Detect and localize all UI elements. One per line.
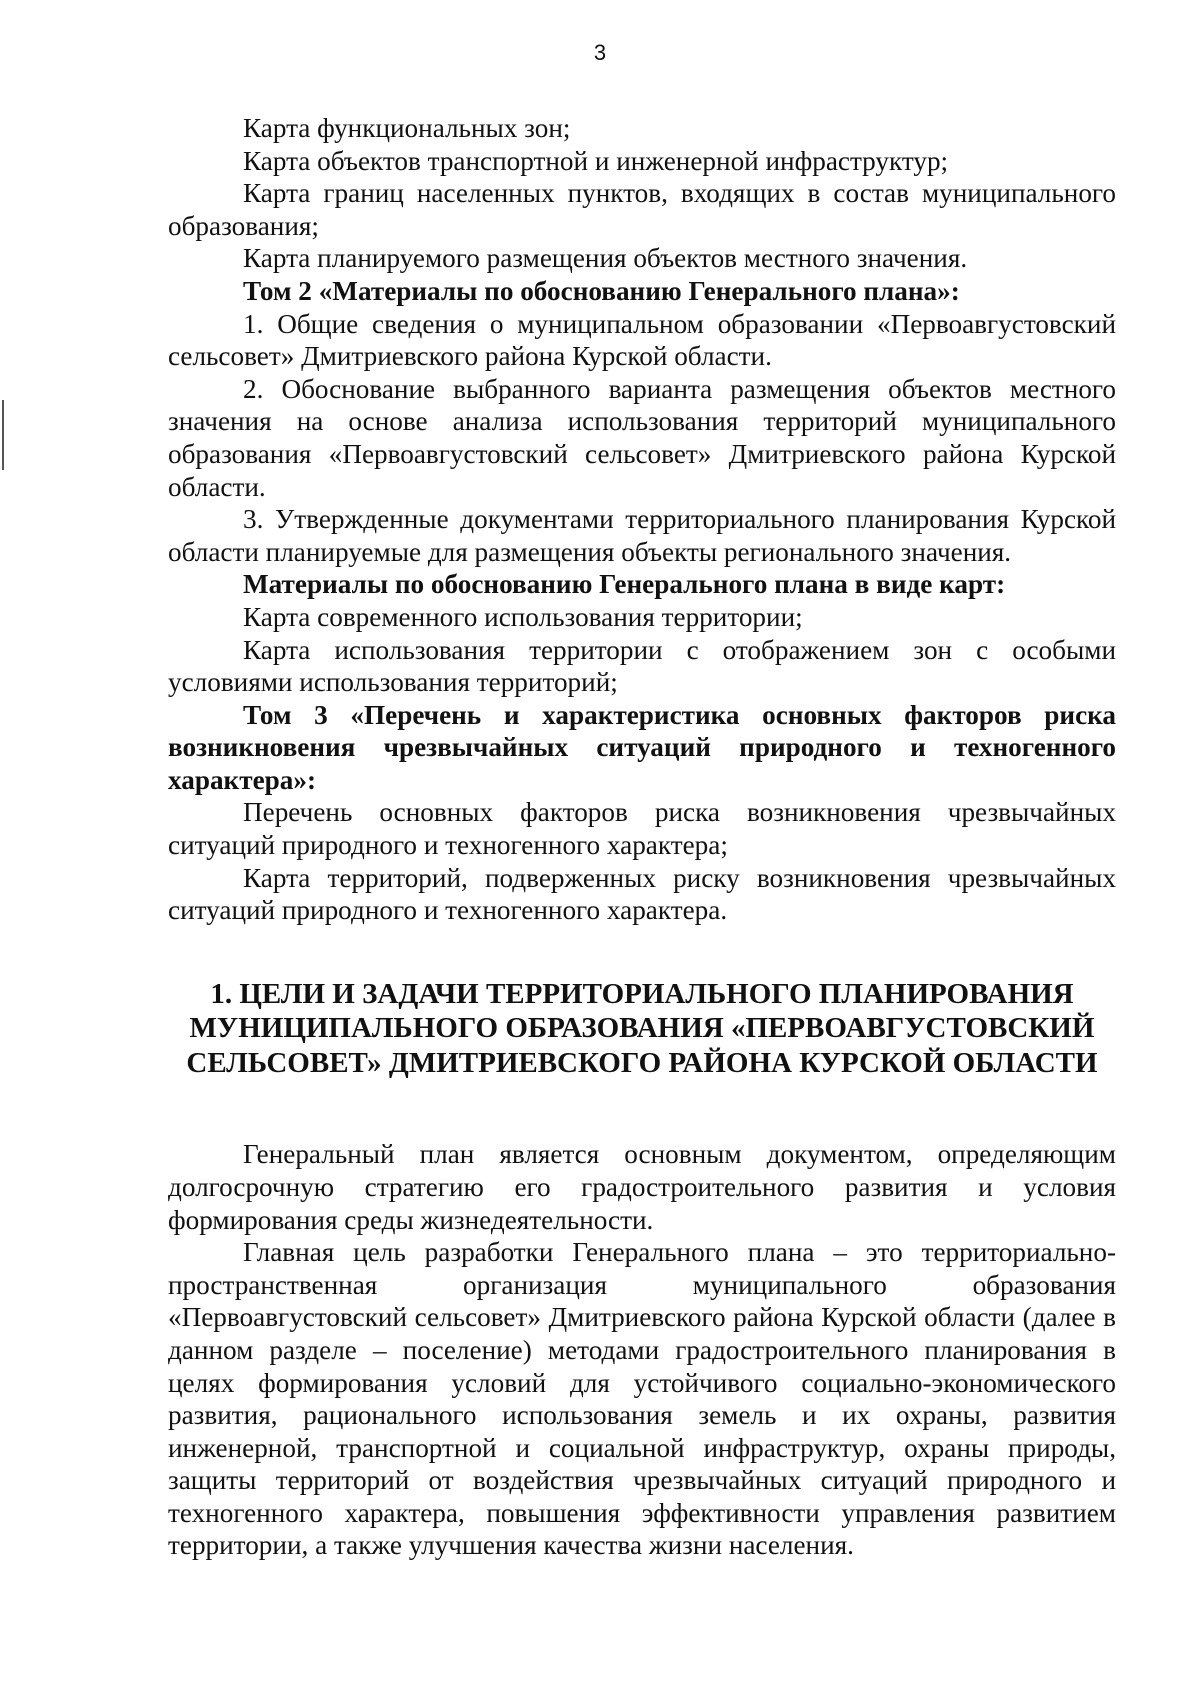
paragraph-map-local-objects: Карта планируемого размещения объектов местного значения. xyxy=(243,243,968,274)
volume-2-title: Том 2 «Материалы по обоснованию Генерального плана»: xyxy=(243,275,960,306)
section-paragraph-1: Генеральный план является основным документом, определяющим долгосрочную стратегию его градостроительного развития и условия формирования среды жизнедеятельности. xyxy=(168,1139,1116,1235)
page-number: 3 xyxy=(593,40,607,65)
volume-3-title: Том 3 «Перечень и характеристика основных факторов риска возникновения чрезвычайных ситуаций природного и техногенного характера»: xyxy=(168,699,1116,795)
list-item-2: 2. Обоснование выбранного варианта размещения объектов местного значения на основе анализа использования территорий муниципального образования «Первоавгустовский сельсовет» Дмитриевского района Курской области. xyxy=(168,373,1116,502)
document-body xyxy=(168,112,1116,1562)
paragraph-map-transport-engineering: Карта объектов транспортной и инженерной инфраструктур; xyxy=(243,145,949,176)
section-paragraph-2: Главная цель разработки Генерального плана – это территориально-пространственная организация муниципального образования «Первоавгустовский сельсовет» Дмитриевского района Курской области (далее в данном разделе – поселение) методами градостроительного планирования в целях формирования условий для устойчивого социально-экономического развития, рационального использования земель и их охраны, развития инженерной, транспортной и социальной инфраструктур, охраны природы, защиты территорий от воздействия чрезвычайных ситуаций природного и техногенного характера, повышения эффективности управления развитием территории, а также улучшения качества жизни населения. xyxy=(168,1237,1116,1561)
scan-margin-mark xyxy=(2,400,4,470)
paragraph-map-settlement-borders: Карта границ населенных пунктов, входящих в состав муниципального образования; xyxy=(168,178,1116,241)
paragraph-map-functional-zones: Карта функциональных зон; xyxy=(243,113,571,143)
paragraph-map-special-zones: Карта использования территории с отображением зон с особыми условиями использования территорий; xyxy=(168,634,1116,698)
paragraph-risk-factors-list: Перечень основных факторов риска возникновения чрезвычайных ситуаций природного и техногенного характера; xyxy=(168,797,1116,861)
maps-materials-title: Материалы по обоснованию Генерального плана в виде карт: xyxy=(243,569,1006,600)
list-item-3: 3. Утвержденные документами территориального планирования Курской области планируемые для размещения объекты регионального значения. xyxy=(168,504,1116,567)
list-item-1: 1. Общие сведения о муниципальном образовании «Первоавгустовский сельсовет» Дмитриевского района Курской области. xyxy=(168,308,1116,372)
paragraph-map-risk-territories: Карта территорий, подверженных риску возникновения чрезвычайных ситуаций природного и техногенного характера. xyxy=(168,862,1116,926)
section-heading: 1. ЦЕЛИ И ЗАДАЧИ ТЕРРИТОРИАЛЬНОГО ПЛАНИРОВАНИЯ МУНИЦИПАЛЬНОГО ОБРАЗОВАНИЯ «ПЕРВОАВГУСТОВСКИЙ СЕЛЬСОВЕТ» ДМИТРИЕВСКОГО РАЙОНА КУРСКОЙ ОБЛАСТИ xyxy=(186,977,1098,1079)
paragraph-map-current-use: Карта современного использования территории; xyxy=(243,601,803,632)
